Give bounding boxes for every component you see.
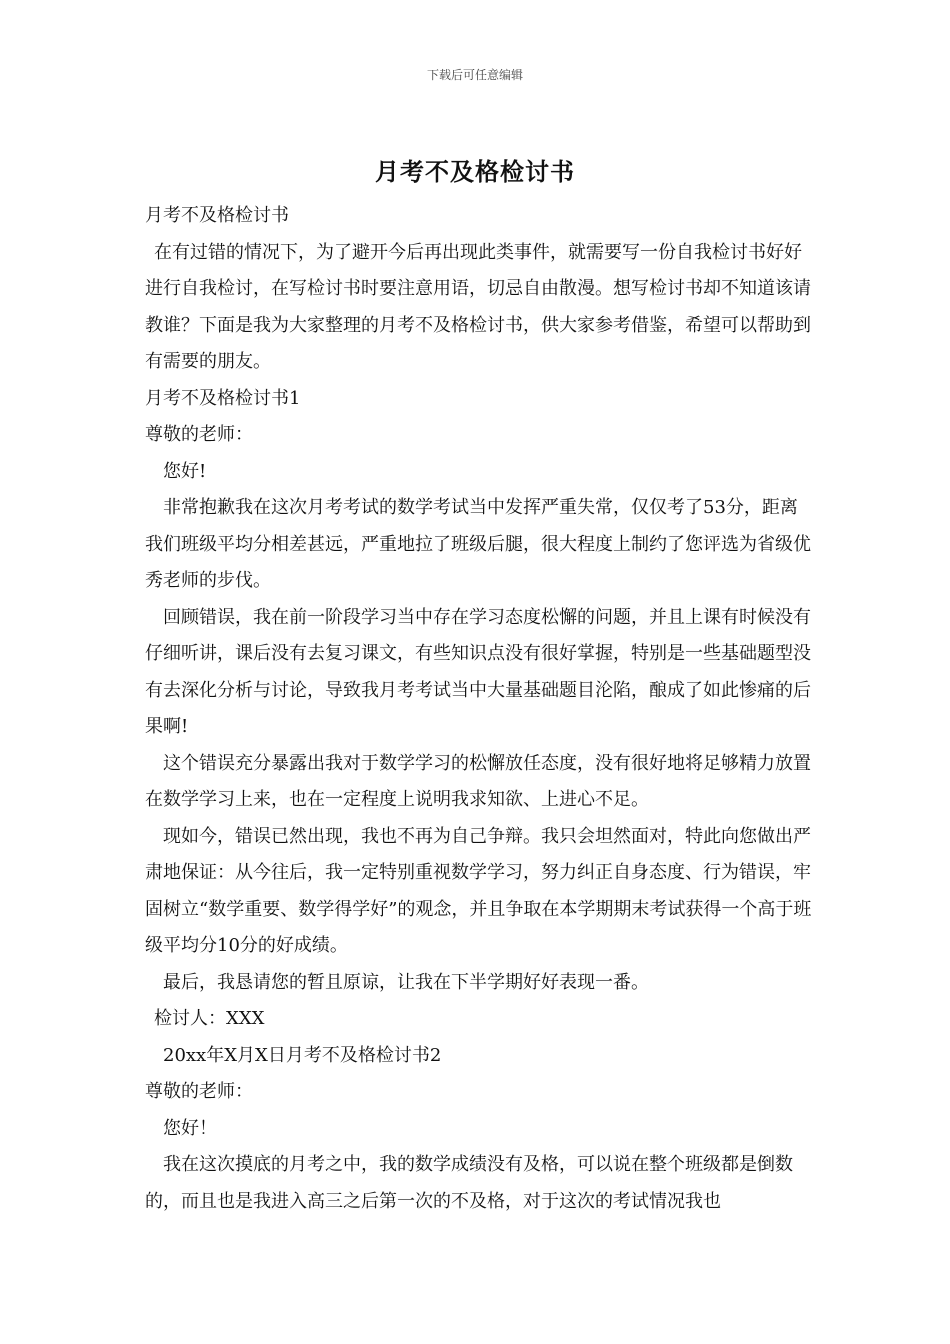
- document-title: 月考不及格检讨书: [375, 157, 575, 186]
- paragraph: 月考不及格检讨书: [145, 205, 289, 226]
- paragraph: 检讨人：XXX: [154, 1008, 265, 1029]
- paragraph: 这个错误充分暴露出我对于数学学习的松懈放任态度，没有很好地将足够精力放置在数学学习上来，也在一定程度上说明我求知欲、上进心不足。: [145, 752, 811, 810]
- paragraph: 尊敬的老师：: [145, 424, 253, 445]
- paragraph: 您好!: [163, 460, 207, 482]
- paragraph: 20xx年X月X日月考不及格检讨书2: [163, 1044, 442, 1066]
- paragraph: 在有过错的情况下，为了避开今后再出现此类事件，就需要写一份自我检讨书好好进行自我检讨，在写检讨书时要注意用语，切忌自由散漫。想写检讨书却不知道该请教谁？下面是我为大家整理的月考不及格检讨书，供大家参考借鉴，希望可以帮助到有需要的朋友。: [145, 241, 811, 372]
- paragraph: 月考不及格检讨书1: [145, 387, 301, 409]
- header-note: 下载后可任意编辑: [426, 68, 523, 82]
- paragraph: 现如今，错误已然出现，我也不再为自己争辩。我只会坦然面对，特此向您做出严肃地保证：从今往后，我一定特别重视数学学习，努力纠正自身态度、行为错误，牢固树立“数学重要、数学得学好”的观念，并且争取在本学期期末考试获得一个高于班级平均分10分的好成绩。: [145, 825, 812, 956]
- paragraph: 回顾错误，我在前一阶段学习当中存在学习态度松懈的问题，并且上课有时候没有仔细听讲，课后没有去复习课文，有些知识点没有很好掌握，特别是一些基础题型没有去深化分析与讨论，导致我月考考试当中大量基础题目沦陷，酿成了如此惨痛的后果啊!: [145, 606, 811, 737]
- paragraph: 您好！: [163, 1117, 217, 1139]
- paragraph: 非常抱歉我在这次月考考试的数学考试当中发挥严重失常，仅仅考了53分，距离我们班级平均分相差甚远，严重地拉了班级后腿，很大程度上制约了您评选为省级优秀老师的步伐。: [145, 497, 811, 591]
- paragraph: 尊敬的老师：: [145, 1081, 253, 1102]
- paragraph: 最后，我恳请您的暂且原谅，让我在下半学期好好表现一番。: [163, 971, 649, 993]
- document-body: [145, 198, 815, 1220]
- paragraph: 我在这次摸底的月考之中，我的数学成绩没有及格，可以说在整个班级都是倒数的，而且也是我进入高三之后第一次的不及格，对于这次的考试情况我也: [145, 1154, 793, 1212]
